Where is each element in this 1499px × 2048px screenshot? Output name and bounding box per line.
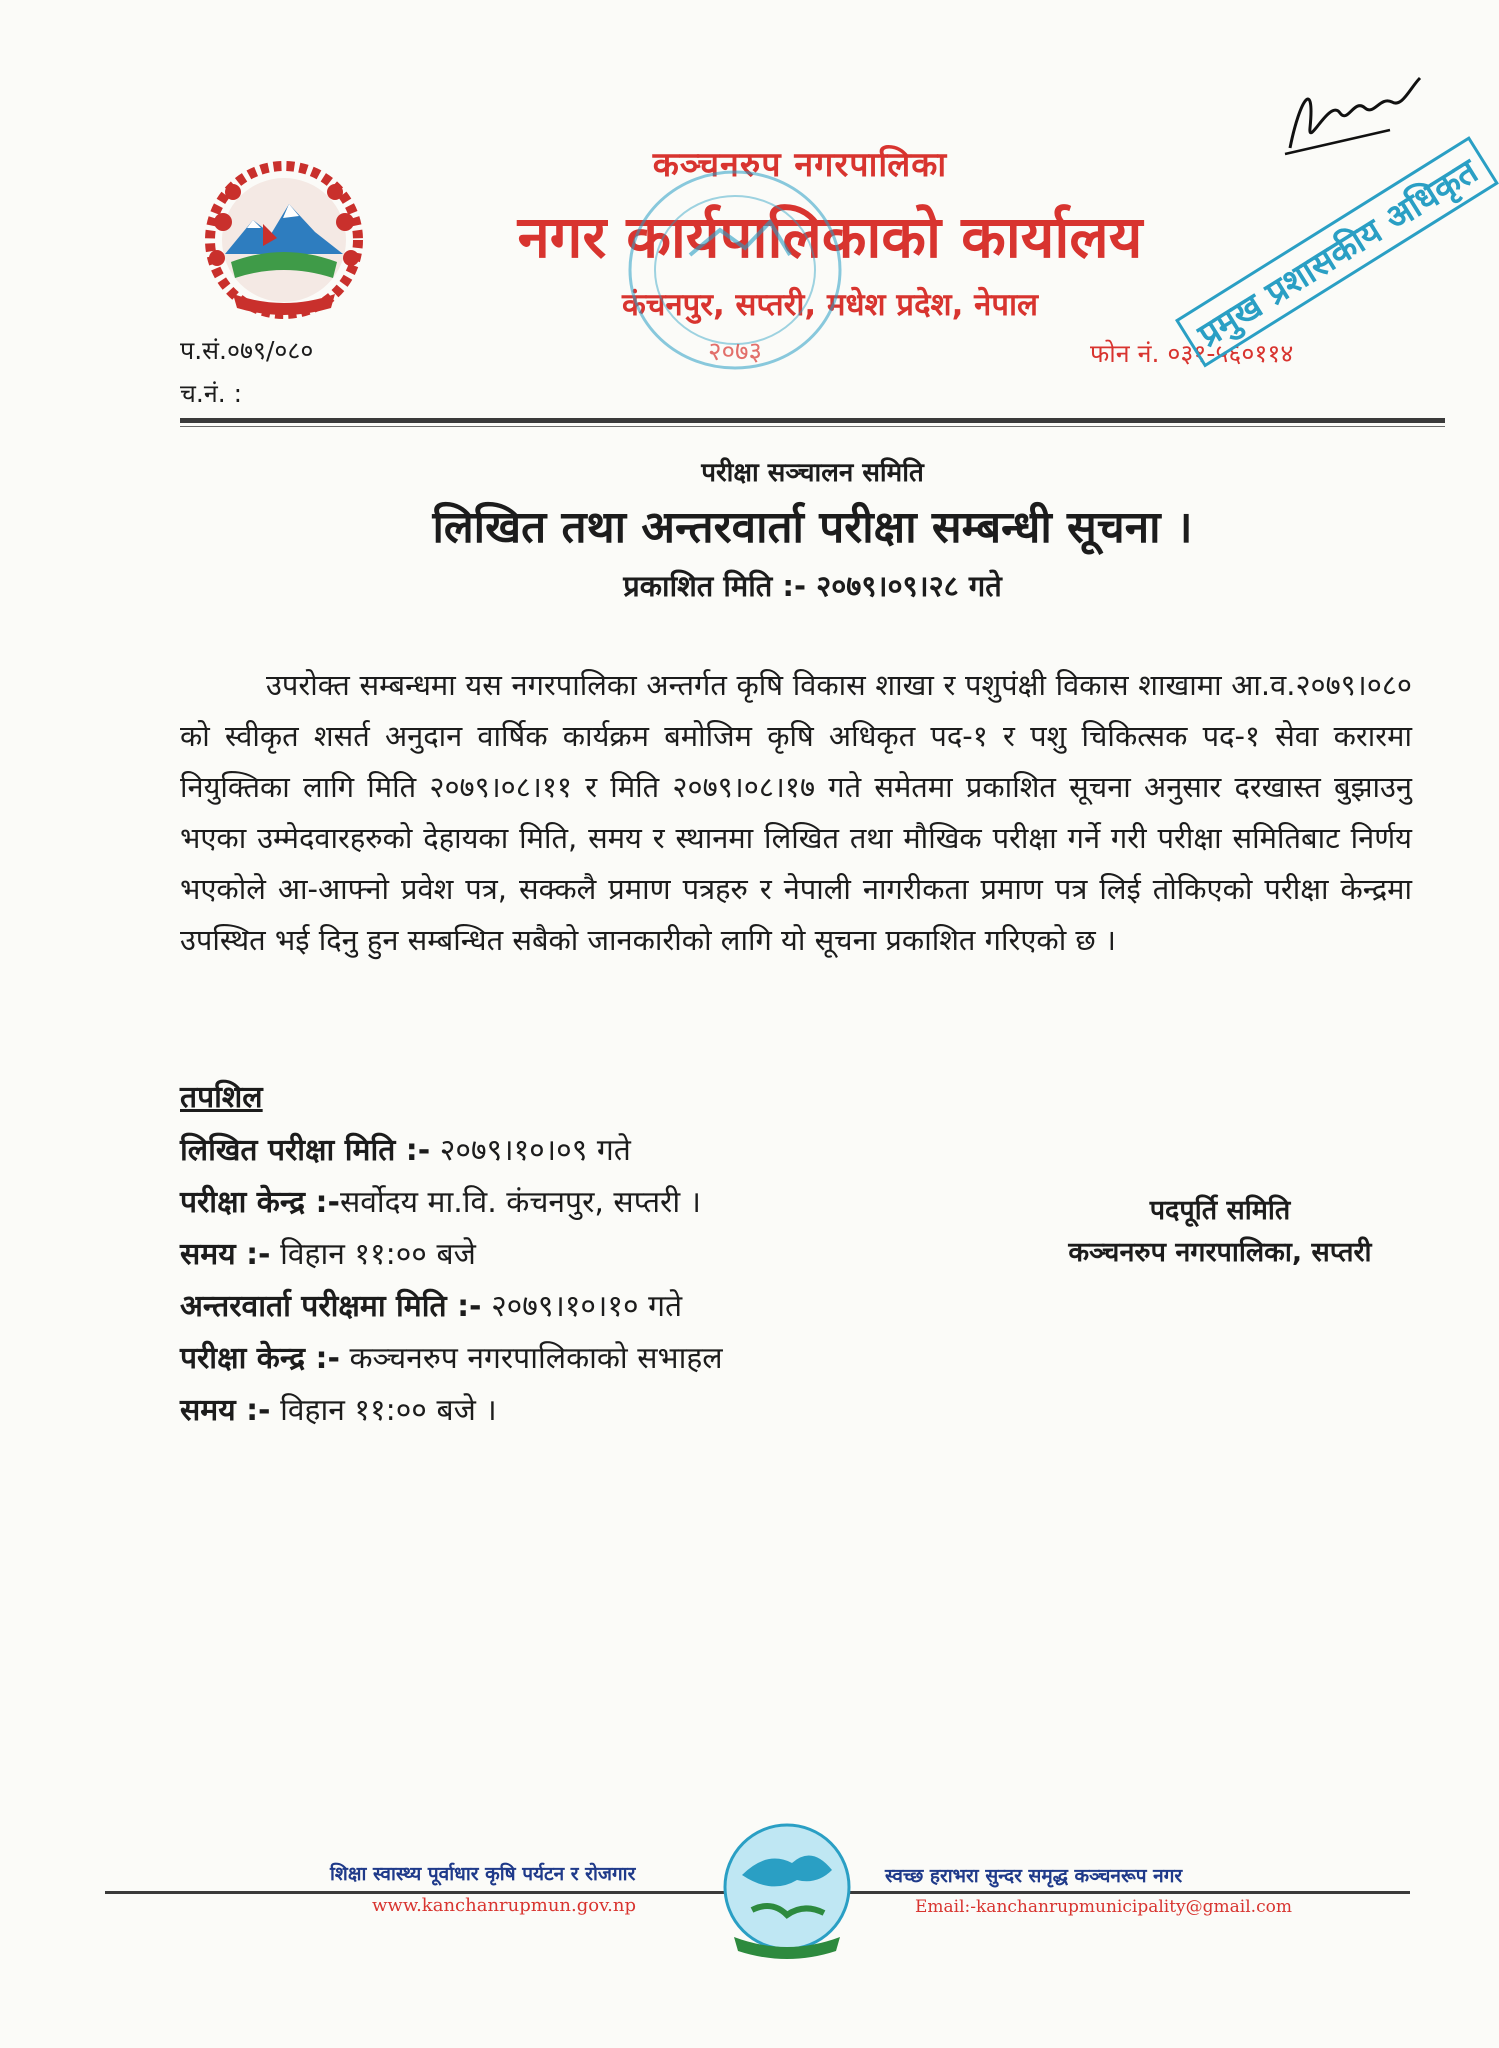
org-name: कञ्चनरुप नगरपालिका [652,145,948,185]
challan-number: च.नं. : [180,379,243,408]
schedule-label: समय :- [180,1237,271,1272]
office-title: नगर कार्यपालिकाको कार्यालय [517,203,1143,271]
schedule-value: २०७९।१०।०९ गते [439,1133,631,1168]
globe-logo-icon [712,1815,862,1965]
reference-number: प.सं.०७९/०८० [180,336,314,365]
schedule-interview-date [180,1284,682,1325]
schedule-label: समय :- [180,1393,271,1428]
footer-email: Email:-kanchanrupmunicipality@gmail.com [915,1897,1292,1917]
schedule-interview-center [180,1336,723,1377]
schedule-label: परीक्षा केन्द्र :- [180,1341,340,1376]
schedule-label: अन्तरवार्ता परीक्षमा मिति :- [180,1289,482,1324]
schedule-label: लिखित परीक्षा मिति :- [180,1133,431,1168]
office-address: कंचनपुर, सप्तरी, मधेश प्रदेश, नेपाल [621,287,1039,323]
office-seal-icon [620,160,850,380]
schedule-value: विहान ११:०० बजे [280,1237,476,1272]
schedule-label: परीक्षा केन्द्र :- [180,1185,340,1220]
publish-date: प्रकाशित मिति :- २०७९।०९।२८ गते [623,569,1002,603]
footer-slogan-left: शिक्षा स्वास्थ्य पूर्वाधार कृषि पर्यटन र रोजगार [330,1863,636,1885]
committee-name: परीक्षा सञ्चालन समिति [701,458,924,488]
header-divider [180,418,1445,423]
schedule-value: विहान ११:०० बजे । [280,1393,497,1428]
signatory-org: कञ्चनरुप नगरपालिका, सप्तरी [1068,1237,1372,1268]
schedule-value: २०७९।१०।१० गते [491,1289,683,1324]
schedule-heading: तपशिल [180,1080,263,1115]
footer-slogan-right: स्वच्छ हराभरा सुन्दर समृद्ध कञ्चनरूप नगर [885,1865,1183,1887]
ceo-stamp: प्रमुख प्रशासकीय अधिकृत [1175,136,1499,368]
signature-icon [1270,58,1430,168]
schedule-written-date [180,1128,631,1169]
schedule-written-center [180,1180,701,1221]
notice-title: लिखित तथा अन्तरवार्ता परीक्षा सम्बन्धी सूचना । [432,502,1193,553]
schedule-value: कञ्चनरुप नगरपालिकाको सभाहल [349,1341,723,1376]
phone-number: फोन नं. ०३१-५६०११४ [1090,339,1294,368]
signatory-title: पदपूर्ति समिति [1149,1195,1291,1226]
nepal-emblem-icon [193,162,375,327]
schedule-written-time [180,1232,476,1273]
schedule-interview-time [180,1388,497,1429]
header-divider-thin [180,426,1445,427]
footer-website: www.kanchanrupmun.gov.np [372,1895,636,1916]
notice-body: उपरोक्त सम्बन्धमा यस नगरपालिका अन्तर्गत कृषि विकास शाखा र पशुपंक्षी विकास शाखामा आ.व.२०७९।०८० को स्वीकृत शसर्त अनुदान वार्षिक कार्यक्रम बमोजिम कृषि अधिकृत पद-१ र पशु चिकित्सक पद-१ सेवा करारमा नियुक्तिका लागि मिति २०७९।०८।११ र मिति २०७९।०८।१७ गते समेतमा प्रकाशित सूचना अनुसार दरखास्त बुझाउनु भएका उम्मेदवारहरुको देहायका मिति, समय र स्थानमा लिखित तथा मौखिक परीक्षा गर्ने गरी परीक्षा समितिबाट निर्णय भएकोले आ-आफ्नो प्रवेश पत्र, सक्कलै प्रमाण पत्रहरु र नेपाली नागरीकता प्रमाण पत्र लिई तोकिएको परीक्षा केन्द्रमा उपस्थित भई दिनु हुन सम्बन्धित सबैको जानकारीको लागि यो सूचना प्रकाशित गरिएको छ । [180,668,1412,957]
schedule-value: सर्वोदय मा.वि. कंचनपुर, सप्तरी । [339,1185,701,1220]
svg-text:२०७३: २०७३ [707,337,763,367]
